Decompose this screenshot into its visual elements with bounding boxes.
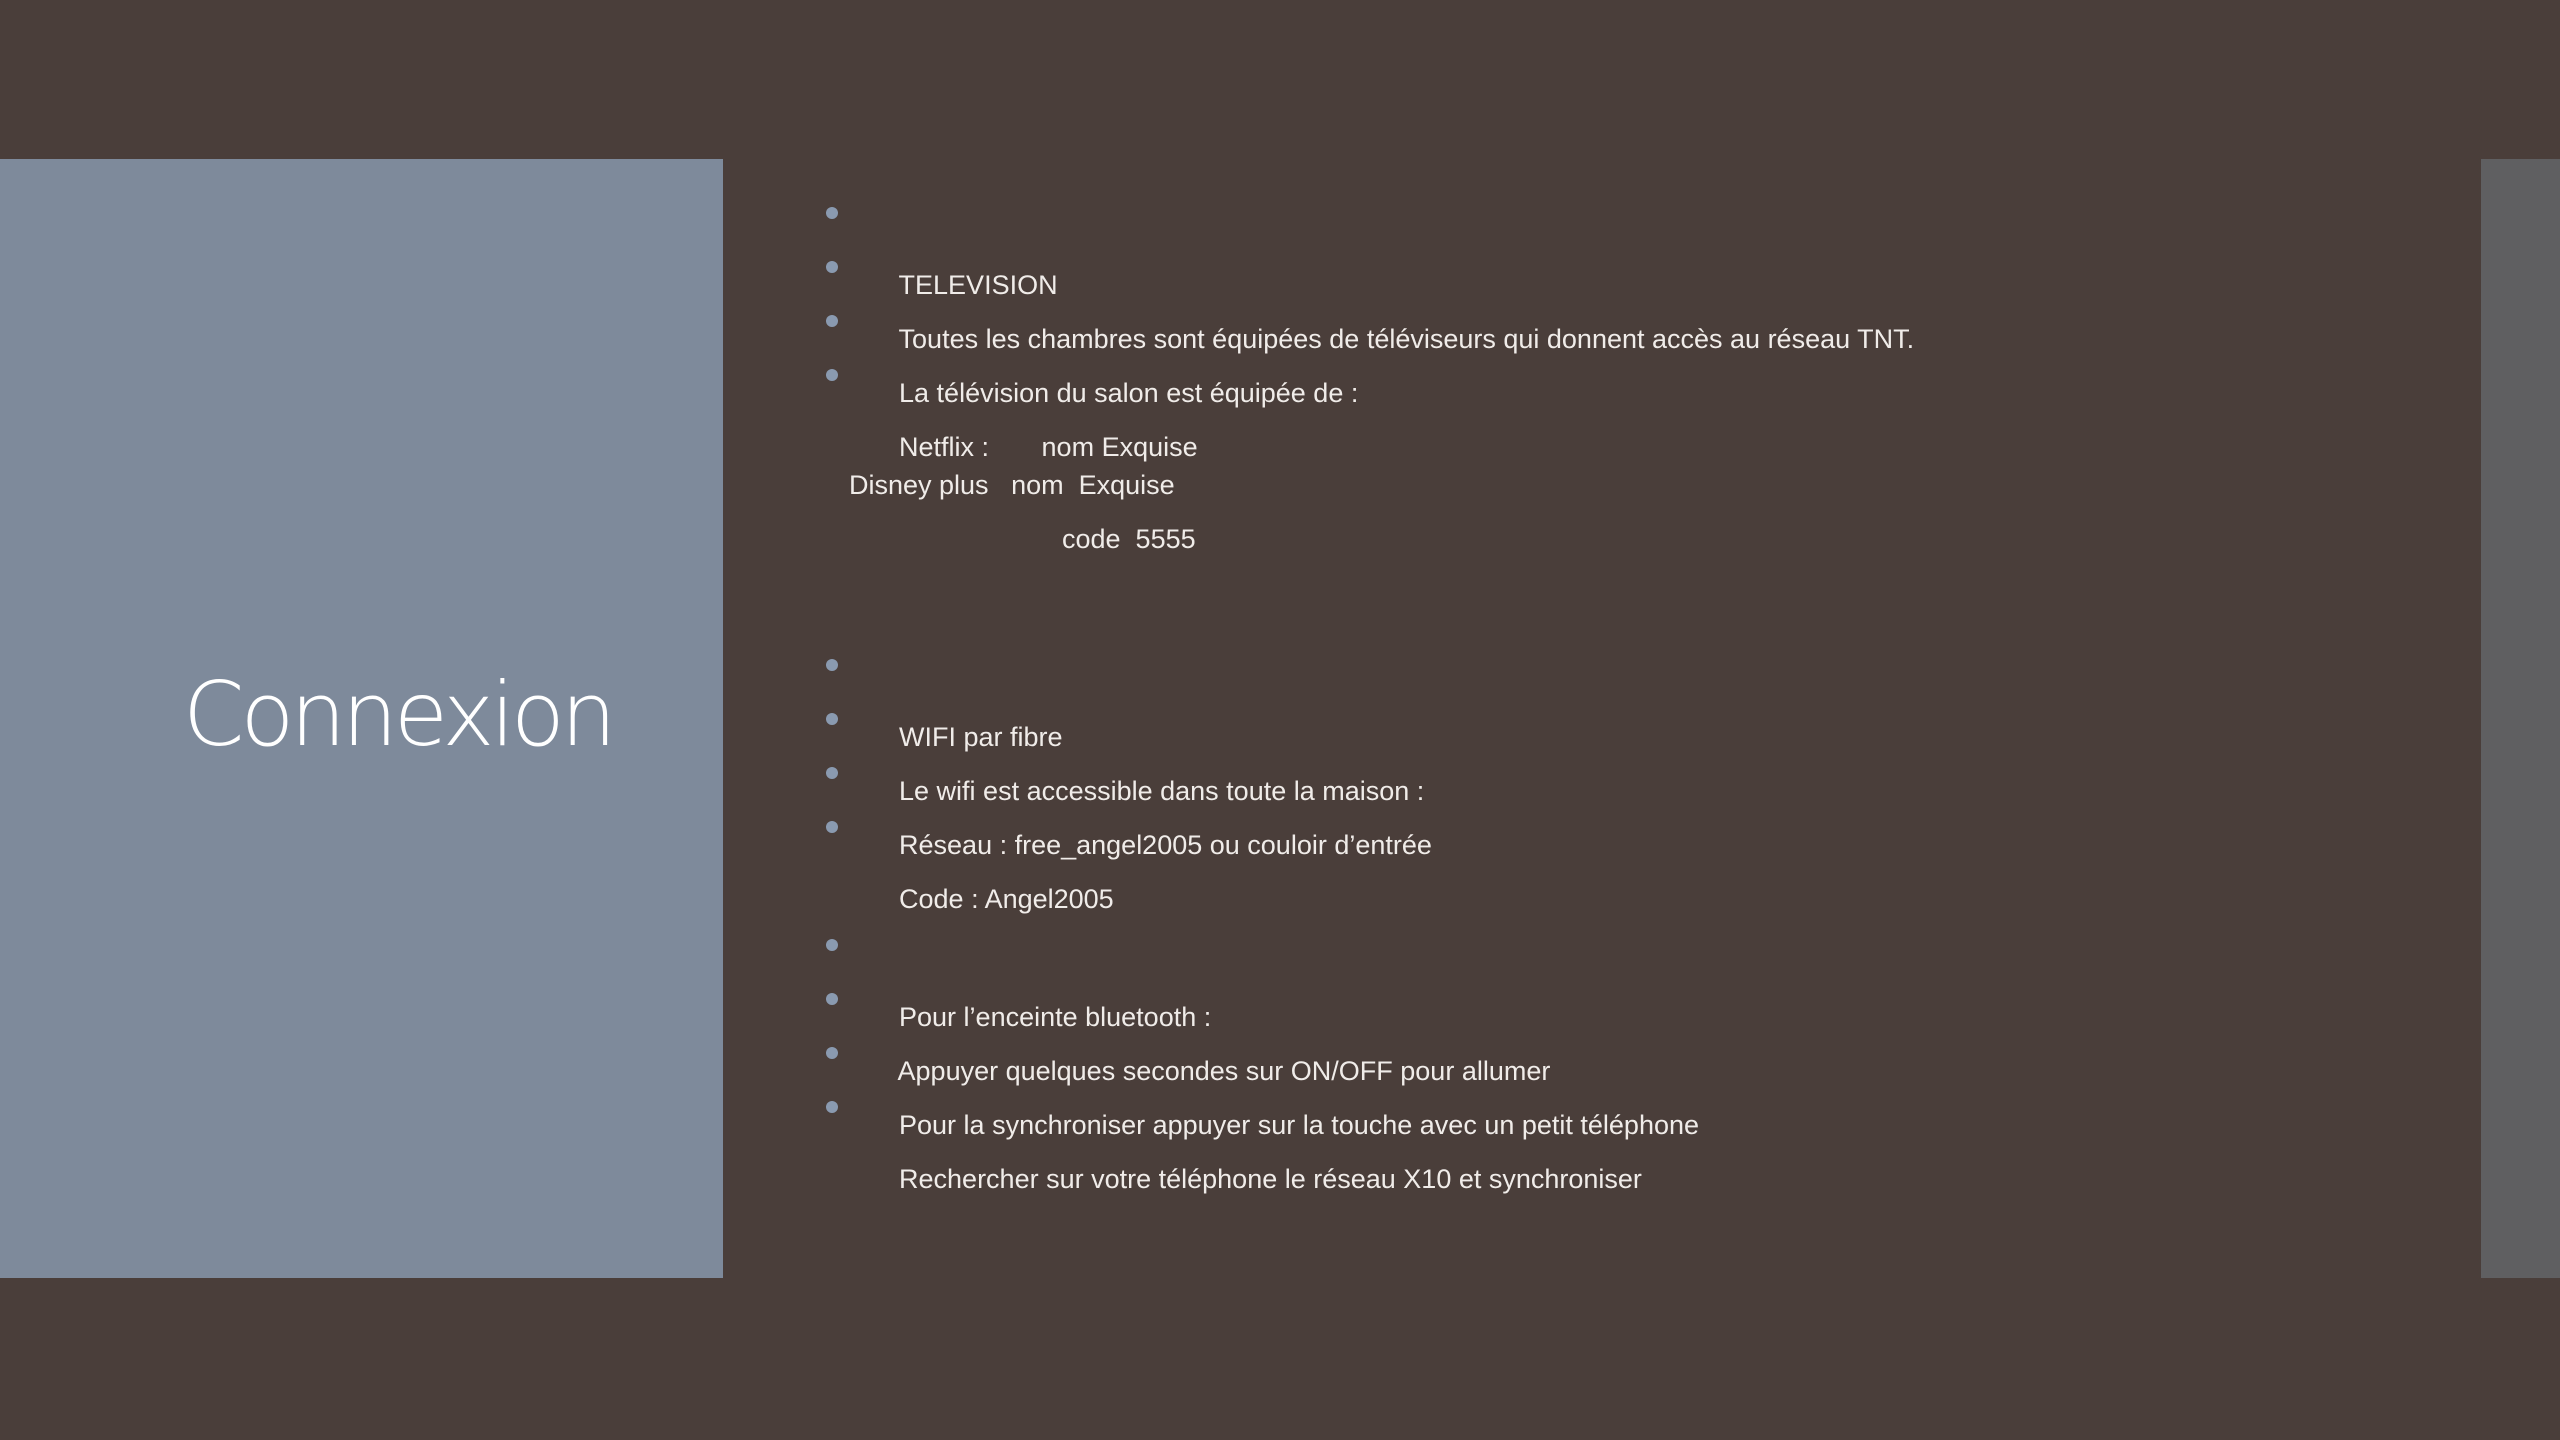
bullet-dot-icon <box>826 315 838 327</box>
bullet-dot-icon <box>826 939 838 951</box>
right-accent-strip <box>2481 159 2560 1278</box>
bluetooth-line-3: Rechercher sur votre téléphone le réseau X10 et synchroniser <box>899 1164 1642 1194</box>
bullet-dot-icon <box>826 767 838 779</box>
tv-heading: TELEVISION <box>898 270 1058 300</box>
bullet-item <box>854 293 1359 408</box>
bullet-dot-icon <box>826 207 838 219</box>
bullet-item <box>854 917 1212 1032</box>
slide-title: Connexion <box>183 663 613 766</box>
bullet-dot-icon <box>826 1047 838 1059</box>
disney-code: code 5555 <box>1062 524 1196 554</box>
netflix-line: Netflix : nom Exquise <box>899 432 1198 462</box>
wifi-line-1: Le wifi est accessible dans toute la maison : <box>899 776 1425 806</box>
bluetooth-line-1: Appuyer quelques secondes sur ON/OFF pour allumer <box>897 1056 1551 1086</box>
bluetooth-heading: Pour l’enceinte bluetooth : <box>899 1002 1212 1032</box>
bluetooth-line-2: Pour la synchroniser appuyer sur la touche avec un petit téléphone <box>899 1110 1700 1140</box>
wifi-code: Code : Angel2005 <box>899 884 1114 914</box>
bullet-dot-icon <box>826 821 838 833</box>
bullet-dot-icon <box>826 369 838 381</box>
bullet-dot-icon <box>826 1101 838 1113</box>
tv-line-2: La télévision du salon est équipée de : <box>899 378 1359 408</box>
tv-line-1: Toutes les chambres sont équipées de téléviseurs qui donnent accès au réseau TNT. <box>898 324 1915 354</box>
bullet-item <box>854 799 1114 914</box>
bullet-item <box>854 637 1063 752</box>
bullet-dot-icon <box>826 261 838 273</box>
disney-line: Disney plus nom Exquise <box>849 470 1175 500</box>
bullet-dot-icon <box>826 993 838 1005</box>
wifi-network: Réseau : free_angel2005 ou couloir d’entrée <box>899 830 1432 860</box>
bullet-dot-icon <box>826 659 838 671</box>
wifi-heading: WIFI par fibre <box>899 722 1063 752</box>
bullet-item <box>854 185 1058 300</box>
bullet-dot-icon <box>826 713 838 725</box>
